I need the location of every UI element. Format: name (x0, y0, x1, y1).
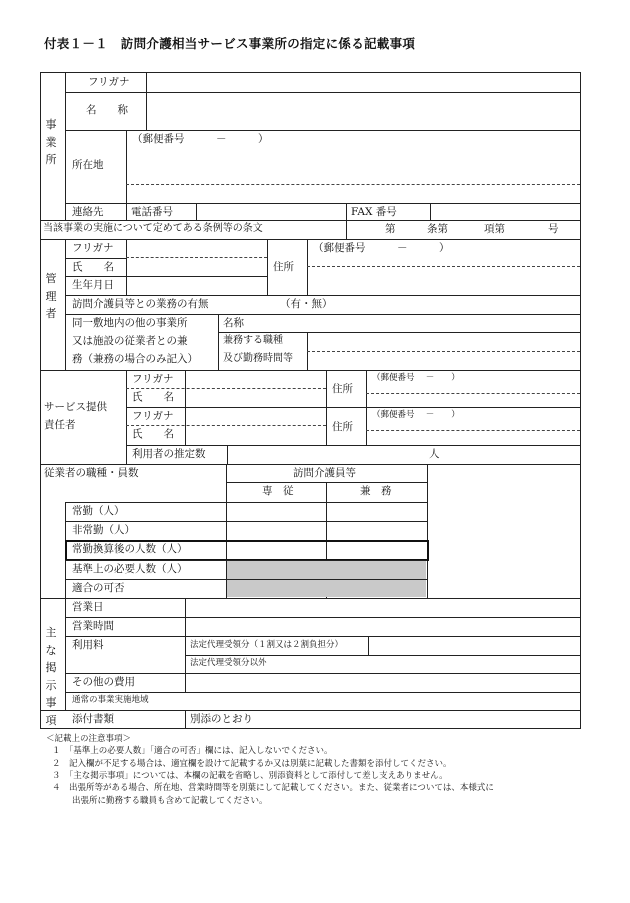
keiji-hotei1-label: 法定代理受領分（１割又は２割負担分） (190, 640, 344, 650)
kanrisha-section-label: 管理者 (45, 272, 57, 321)
note-item-2: ２ 記入欄が不足する場合は、適宜欄を設けて記載するか又は別葉に記載した書類を添付してください。 (52, 758, 452, 769)
sekininsha1-postal: （郵便番号 － ） (372, 373, 460, 383)
jorei-jo: 条第 (427, 223, 448, 235)
kanrisha-furigana-label: フリガナ (72, 242, 114, 254)
jigyosho-furigana-label: フリガナ (88, 76, 130, 88)
jigyosho-contact-label: 連絡先 (72, 206, 104, 218)
notes-header: ＜記載上の注意事項＞ (46, 734, 132, 744)
keiji-sonota-label: その他の費用 (72, 676, 135, 688)
jorei-ko: 項第 (484, 223, 505, 235)
tenpu-label: 添付書類 (72, 713, 114, 725)
sekininsha1-furigana-label: フリガナ (132, 373, 174, 385)
riyousha-nin-unit: 人 (429, 448, 440, 460)
notes-section (46, 733, 494, 807)
staff-row-kanzan: 常勤換算後の人数（人） (72, 543, 188, 555)
jorei-label: 当該事業の実施について定めてある条例等の条文 (43, 223, 263, 234)
document-title: 付表１－１ 訪問介護相当サービス事業所の指定に係る記載事項 (44, 36, 416, 51)
note-item-3: ３ 「主な掲示事項」については、本欄の記載を省略し、別添資料として添付して差し支えありません。 (52, 770, 448, 781)
kanrisha-meisho-label: 名称 (223, 317, 244, 329)
keiji-eigyojikan-label: 営業時間 (72, 620, 114, 632)
staff-row-kijun: 基準上の必要人数（人） (72, 563, 188, 575)
jigyosho-tel-label: 電話番号 (131, 206, 173, 218)
kanrisha-kenmu-line3: 務（兼務の場合のみ記入） (72, 353, 198, 365)
staff-col-kenmu: 兼 務 (360, 485, 392, 497)
note-item-4-cont: 出張所に勤務する職員も含めて記載してください。 (72, 795, 268, 806)
staff-col-senju: 専 従 (262, 485, 294, 497)
sekininsha-label-line2: 責任者 (44, 419, 76, 431)
keiji-ryokin-label: 利用料 (72, 639, 104, 651)
sekininsha1-name-label: 氏 名 (132, 391, 174, 403)
note-item-4: ４ 出張所等がある場合、所在地、営業時間等を別葉にして記載してください。また、従業者については、本様式に (52, 783, 494, 794)
kanrisha-postal: （郵便番号 － ） (313, 242, 450, 254)
tenpu-value: 別添のとおり (190, 713, 253, 725)
staff-row-jokin: 常勤（人） (72, 505, 125, 517)
keiji-section-label: 主な掲示事項 (45, 626, 57, 727)
sekininsha2-address-label: 住所 (332, 421, 353, 433)
jigyosho-postal: （郵便番号 － ） (132, 133, 269, 145)
jigyosho-address-label: 所在地 (72, 159, 104, 171)
kanrisha-ari-nashi: （有・無） (280, 298, 333, 310)
note-item-1: １ 「基準上の必要人数」「適合の可否」欄には、記入しないでください。 (52, 746, 333, 757)
keiji-chiiki-label: 通常の事業実施地域 (72, 695, 149, 705)
sekininsha1-address-label: 住所 (332, 383, 353, 395)
staff-header: 従業者の職種・員数 (44, 467, 139, 479)
kanrisha-gyomu-label: 訪問介護員等との業務の有無 (72, 298, 209, 310)
form-border (40, 72, 581, 729)
kanrisha-address-label: 住所 (273, 261, 294, 273)
jigyosho-fax-label: FAX 番号 (351, 206, 397, 218)
jorei-go: 号 (548, 223, 559, 235)
kanrisha-name-label: 氏 名 (72, 261, 114, 273)
staff-row-hijokin: 非常勤（人） (72, 524, 135, 536)
riyousha-suiteisu-label: 利用者の推定数 (132, 448, 206, 460)
application-form (40, 72, 581, 729)
jigyosho-name-label: 名 称 (86, 104, 128, 116)
jorei-dai: 第 (385, 223, 396, 235)
kanrisha-shokushu-line1: 兼務する職種 (223, 335, 283, 346)
jigyosho-section-label: 事業所 (45, 118, 57, 167)
keiji-eigyobi-label: 営業日 (72, 601, 104, 613)
keiji-hotei2-label: 法定代理受領分以外 (190, 658, 267, 668)
kanrisha-kenmu-line1: 同一敷地内の他の事業所 (72, 317, 188, 329)
kanrisha-kenmu-line2: 又は施設の従業者との兼 (72, 335, 188, 347)
staff-row-tekigo: 適合の可否 (72, 582, 125, 594)
sekininsha2-postal: （郵便番号 － ） (372, 410, 460, 420)
staff-col-group: 訪問介護員等 (293, 467, 356, 479)
sekininsha-label-line1: サービス提供 (44, 401, 107, 413)
kanrisha-birth-label: 生年月日 (72, 279, 114, 291)
sekininsha2-furigana-label: フリガナ (132, 410, 174, 422)
kanrisha-shokushu-line2: 及び勤務時間等 (223, 353, 293, 364)
sekininsha2-name-label: 氏 名 (132, 428, 174, 440)
